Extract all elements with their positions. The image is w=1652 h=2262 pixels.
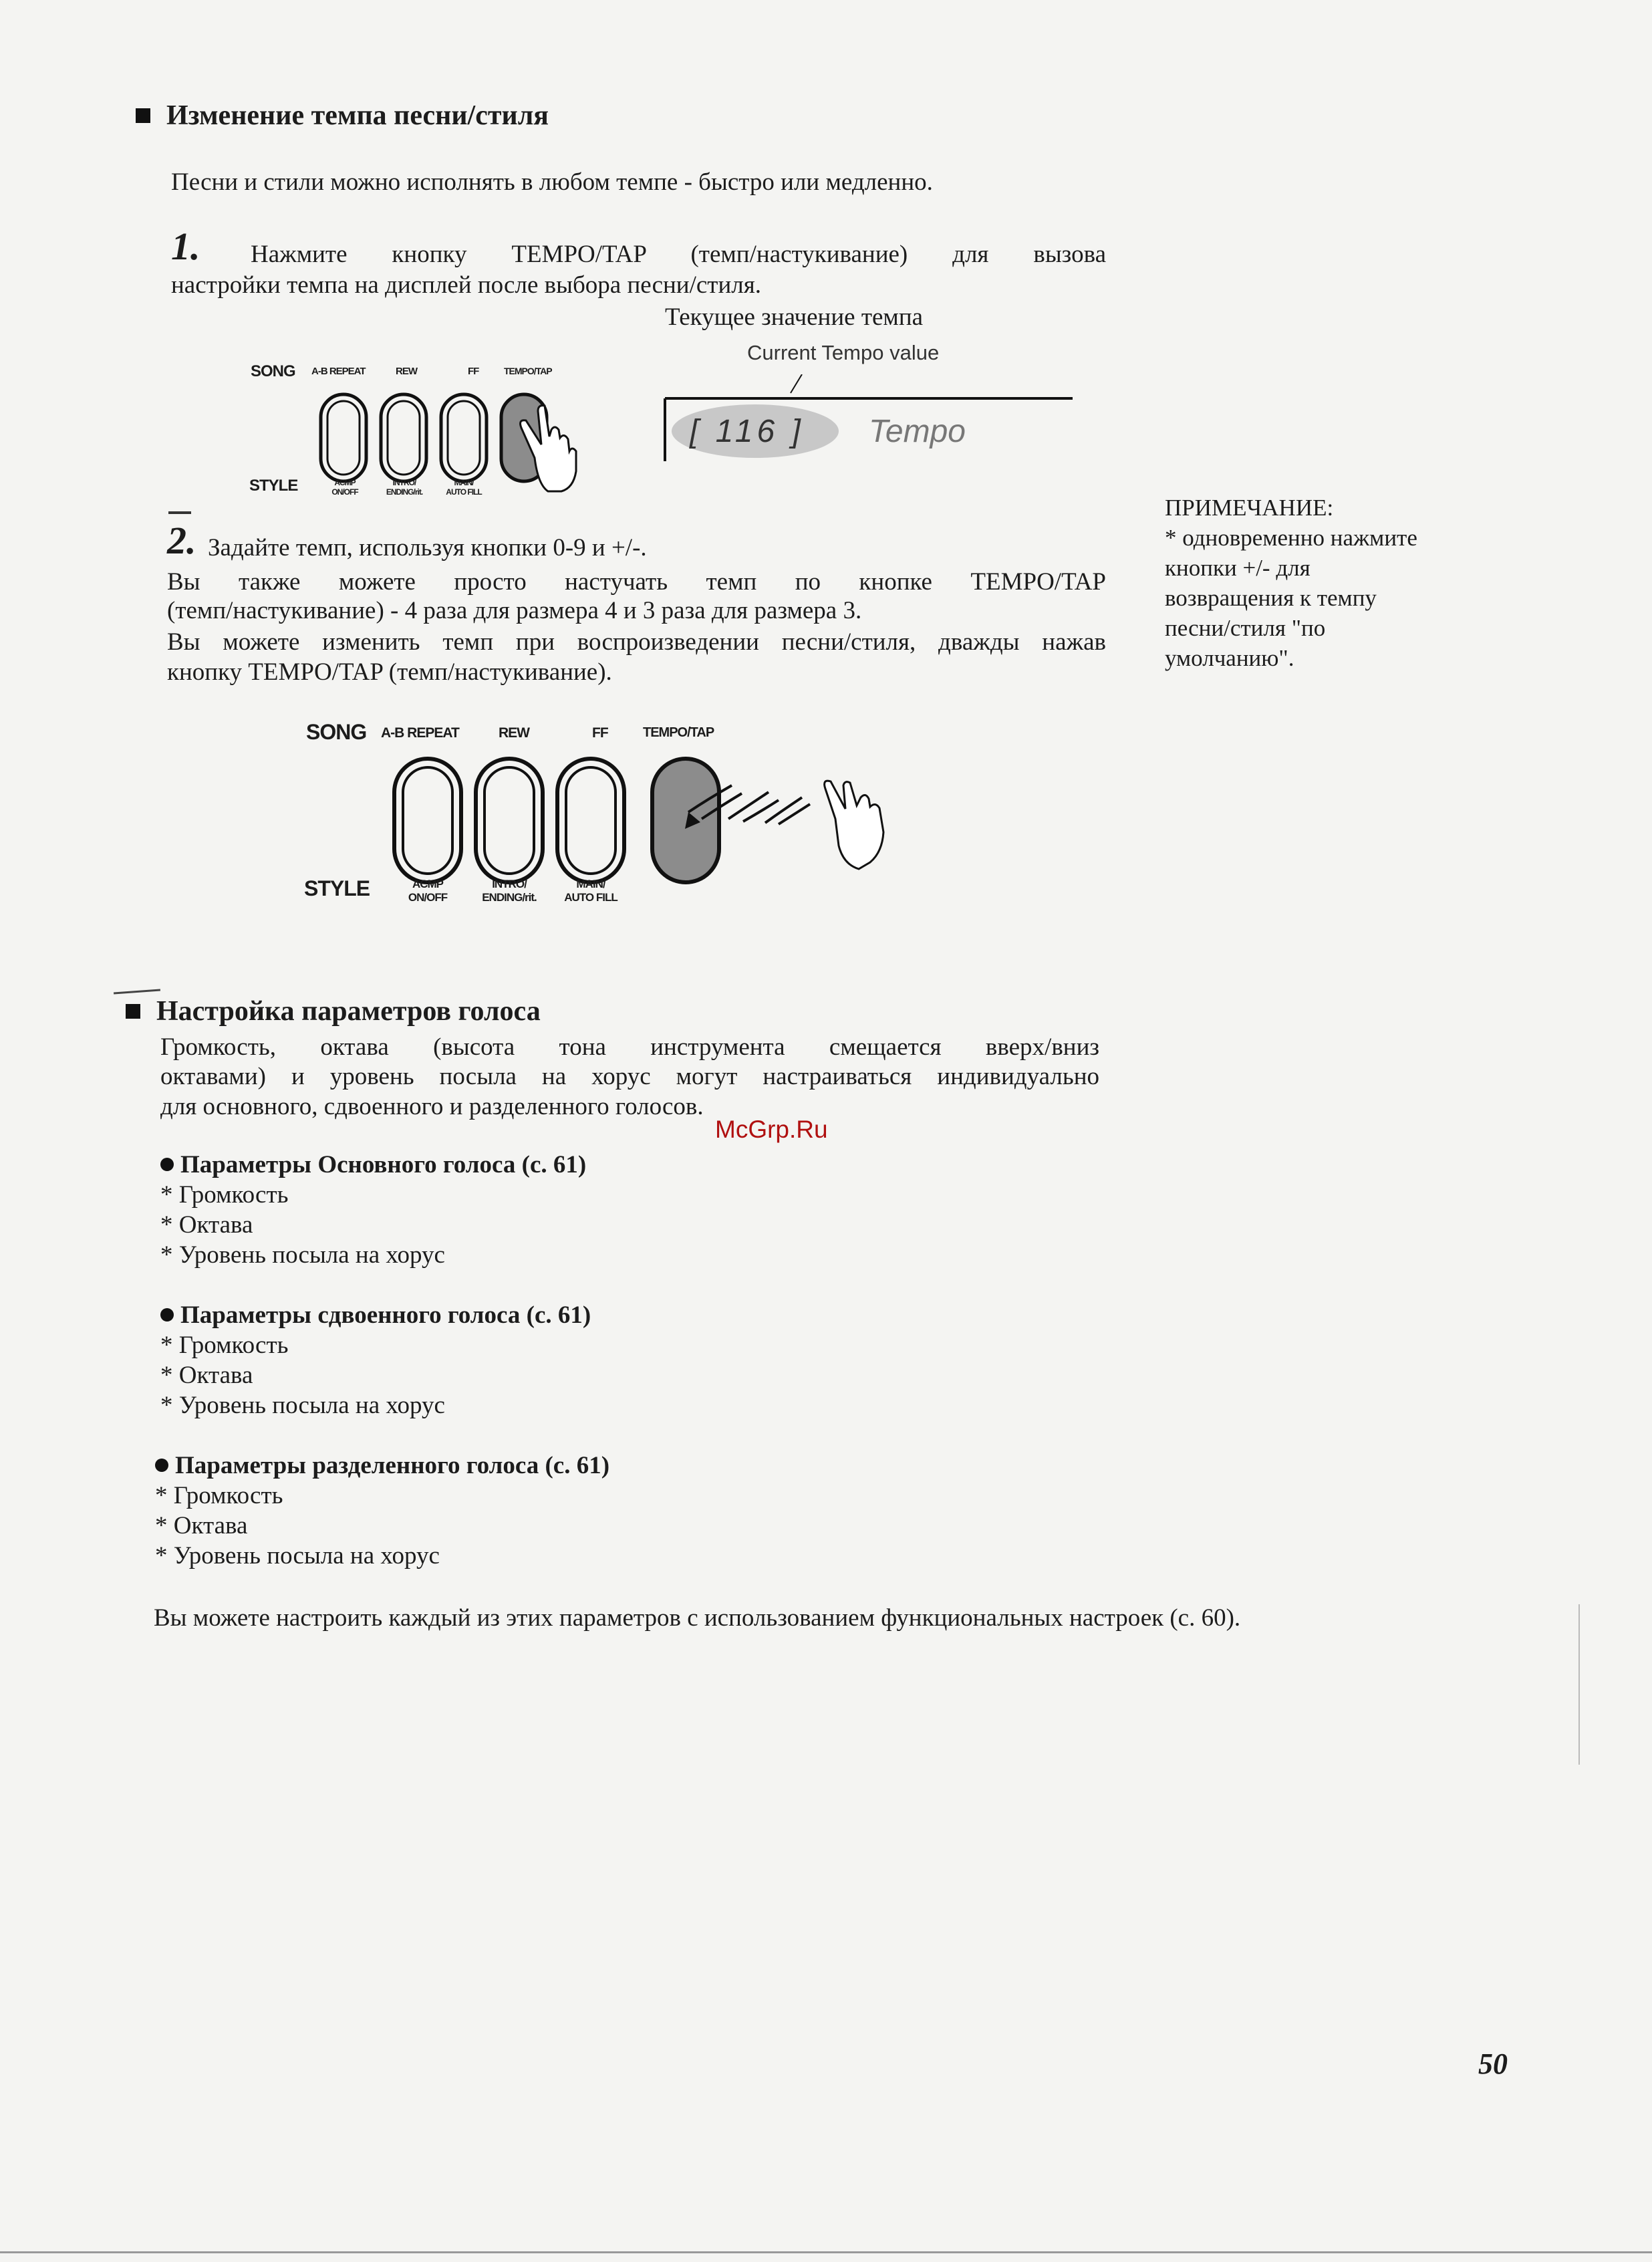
rew-label-large: REW <box>499 725 529 741</box>
bullet-dot-icon <box>155 1459 168 1472</box>
step-2-line-2: Вы также можете просто настучать темп по кнопке TEMPO/TAP <box>167 568 1106 596</box>
param-item: * Октава <box>160 1211 253 1239</box>
note-block <box>1165 493 1417 673</box>
intro-label-large: INTRO/ ENDING/rit. <box>482 878 537 904</box>
step-2-line-3: (темп/настукивание) - 4 раза для размера 4 и 3 раза для размера 3. <box>167 597 862 624</box>
song-label-small: SONG <box>251 362 295 380</box>
tempo-tap-label-small: TEMPO/TAP <box>504 366 552 376</box>
scan-mark <box>114 989 160 995</box>
param-group-title: Параметры Основного голоса (с. 61) <box>160 1150 586 1180</box>
param-item: * Уровень посыла на хорус <box>155 1542 440 1569</box>
step-2-number: 2. <box>167 519 196 562</box>
tempo-value-display: [ 116 ] <box>690 414 805 449</box>
param-group-title: Параметры сдвоенного голоса (с. 61) <box>160 1300 591 1330</box>
step-1-number: 1. <box>171 225 200 268</box>
step-2-line-4: Вы можете изменить темп при воспроизведении песни/стиля, дважды нажав <box>167 628 1106 656</box>
section-heading-tempo: Изменение темпа песни/стиля <box>136 99 549 132</box>
panel-buttons-small <box>247 358 622 508</box>
param-item: * Октава <box>155 1512 248 1539</box>
bullet-dot-icon <box>160 1308 174 1322</box>
tempo-caption-ru: Текущее значение темпа <box>665 303 924 331</box>
ab-repeat-label-large: A-B REPEAT <box>381 725 459 741</box>
watermark-text: McGrp.Ru <box>715 1116 828 1143</box>
note-line: умолчанию". <box>1165 645 1294 671</box>
voice-footer-text: Вы можете настроить каждый из этих параметров с использованием функциональных настроек (с. 60). <box>154 1604 1241 1632</box>
param-item: * Громкость <box>155 1482 283 1509</box>
main-label-large: MAIN/ AUTO FILL <box>564 878 617 904</box>
lcd-display <box>662 374 1076 468</box>
ab-repeat-label-small: A-B REPEAT <box>311 366 366 377</box>
ff-label-small: FF <box>468 366 479 377</box>
tempo-caption-en: Current Tempo value <box>747 341 940 364</box>
voice-intro-line-3: для основного, сдвоенного и разделенного голосов. <box>160 1093 704 1120</box>
param-item: * Октава <box>160 1362 253 1389</box>
note-line: песни/стиля "по <box>1165 615 1326 641</box>
panel-diagram-large <box>301 719 916 922</box>
tempo-display-label: Tempo <box>869 414 966 449</box>
style-label-large: STYLE <box>304 876 370 900</box>
voice-intro-line-1: Громкость, октава (высота тона инструмента смещается вверх/вниз <box>160 1033 1099 1061</box>
song-label-large: SONG <box>306 720 367 744</box>
param-item: * Уровень посыла на хорус <box>160 1241 445 1269</box>
param-group-main <box>160 1150 586 1270</box>
note-line: возвращения к темпу <box>1165 585 1377 611</box>
note-line: * одновременно нажмите <box>1165 525 1417 551</box>
tapping-hand-icon <box>825 781 883 869</box>
step-2-line-1: Задайте темп, используя кнопки 0-9 и +/-. <box>208 534 647 561</box>
acmp-label-large: ACMP ON/OFF <box>408 878 448 904</box>
step-1-line-2: настройки темпа на дисплей после выбора песни/стиля. <box>171 271 762 299</box>
scan-bottom-edge <box>0 2251 1652 2253</box>
step-1-line-1: Нажмите кнопку TEMPO/TAP (темп/настукивание) для вызова <box>251 241 1106 268</box>
page-number: 50 <box>1478 2047 1508 2080</box>
tempo-tap-label-large: TEMPO/TAP <box>643 725 714 740</box>
scan-edge-mark <box>1578 1604 1580 1765</box>
intro-label-small: INTRO/ ENDING/rit. <box>386 478 423 497</box>
bullet-dot-icon <box>160 1158 174 1171</box>
param-group-title: Параметры разделенного голоса (с. 61) <box>155 1451 609 1481</box>
ff-label-large: FF <box>592 725 608 741</box>
param-group-dual <box>160 1300 591 1420</box>
voice-intro-line-2: октавами) и уровень посыла на хорус могут настраиваться индивидуально <box>160 1063 1099 1090</box>
note-title: ПРИМЕЧАНИЕ: <box>1165 495 1334 521</box>
rew-label-small: REW <box>396 366 417 377</box>
square-bullet-icon <box>136 108 150 123</box>
param-item: * Громкость <box>160 1181 289 1209</box>
intro-text: Песни и стили можно исполнять в любом темпе - быстро или медленно. <box>171 168 933 196</box>
main-label-small: MAIN/ AUTO FILL <box>446 478 482 497</box>
square-bullet-icon <box>126 1004 140 1019</box>
style-label-small: STYLE <box>249 477 298 495</box>
param-item: * Громкость <box>160 1332 289 1359</box>
step-2-line-5: кнопку TEMPO/TAP (темп/настукивание). <box>167 658 612 686</box>
param-item: * Уровень посыла на хорус <box>160 1392 445 1419</box>
param-group-split <box>155 1451 609 1571</box>
panel-diagram-small <box>247 358 622 508</box>
step-2-mark <box>168 511 191 514</box>
note-line: кнопки +/- для <box>1165 555 1311 581</box>
acmp-label-small: ACMP ON/OFF <box>331 478 358 497</box>
section-heading-voice: Настройка параметров голоса <box>126 995 541 1028</box>
